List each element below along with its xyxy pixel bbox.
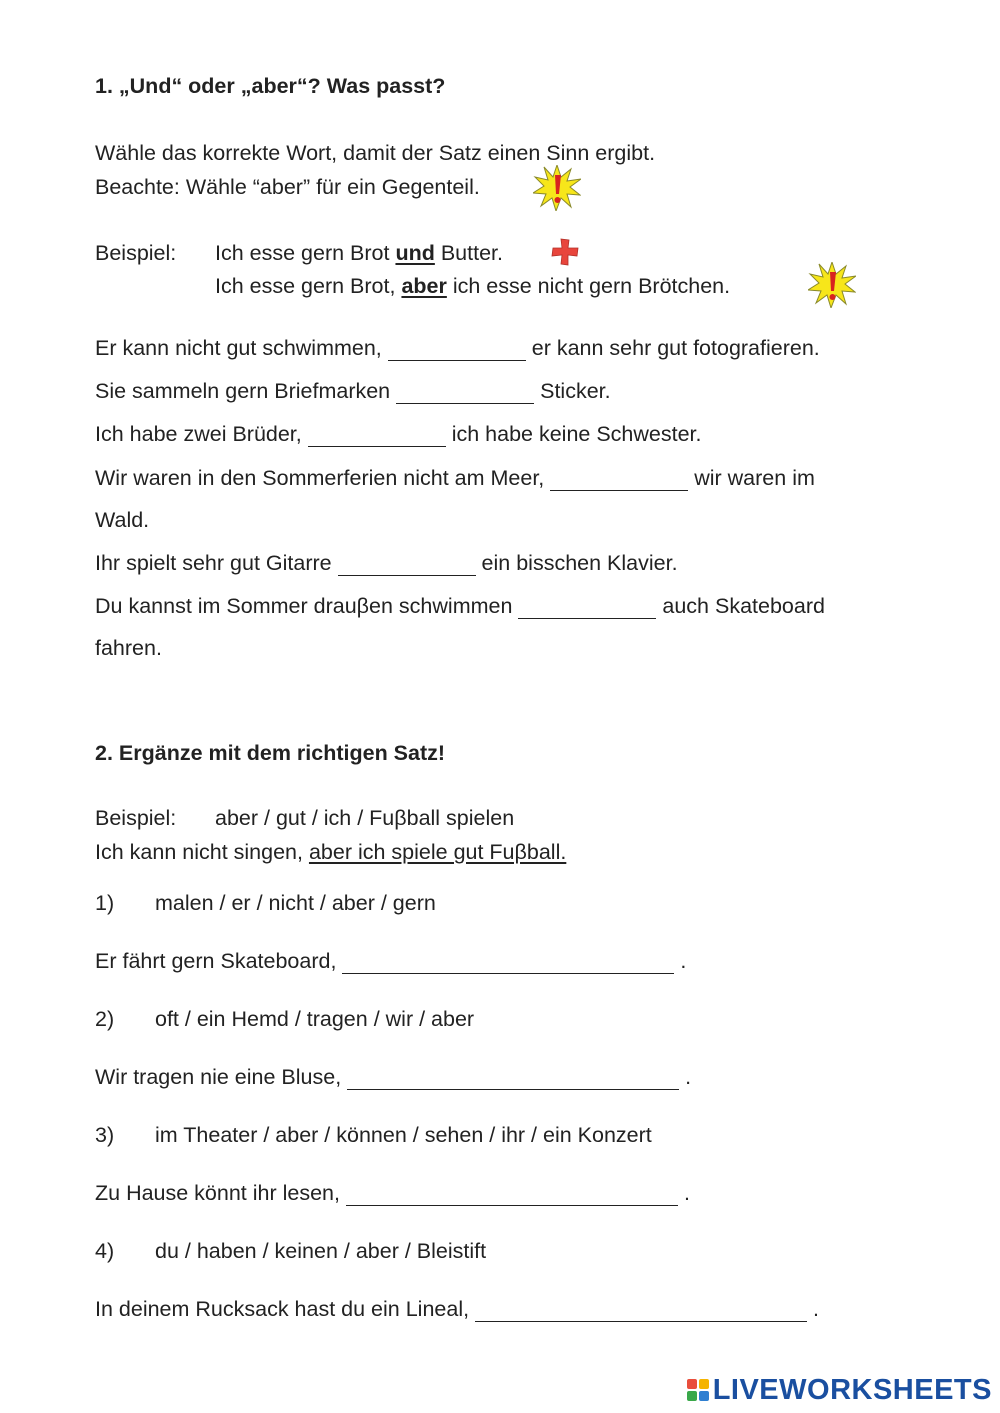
example-sentence [95, 838, 566, 866]
item-number: 1) [95, 891, 115, 915]
logo-text: LIVEWORKSHEETS [712, 1373, 992, 1406]
example-text: Ich esse gern Brot, [215, 274, 402, 298]
example-sentence-aber [215, 272, 730, 300]
example-answer: aber ich spiele gut Fuβball. [308, 840, 567, 864]
logo-icon [687, 1379, 709, 1401]
sentence-text: In deinem Rucksack hast du ein Lineal, [95, 1297, 476, 1321]
section2-title: 2. Ergänze mit dem richtigen Satz! [95, 741, 446, 765]
item-words: du / haben / keinen / aber / Bleistift [155, 1239, 487, 1263]
answer-blank[interactable] [388, 342, 526, 361]
exercise2-sentence [95, 947, 686, 975]
example-text: Ich esse gern Brot [215, 241, 396, 265]
example-label: Beispiel: [95, 241, 177, 265]
sentence-text: Wir waren in den Sommerferien nicht am Meer, [95, 466, 551, 490]
sentence-continuation: fahren. [95, 636, 162, 660]
sentence-text: ein bisschen Klavier. [475, 551, 678, 575]
example-conjunction: aber [401, 274, 447, 298]
answer-blank[interactable] [550, 472, 688, 491]
answer-blank[interactable] [518, 600, 656, 619]
sentence-text: Ich habe zwei Brüder, [95, 422, 308, 446]
example-sentence-und [215, 239, 503, 267]
plus-icon [550, 237, 580, 267]
example-label: Beispiel: [95, 806, 177, 830]
sentence-text: auch Skateboard [656, 594, 825, 618]
sentence-text: Er kann nicht gut schwimmen, [95, 336, 388, 360]
liveworksheets-logo[interactable] [687, 1373, 992, 1407]
item-number: 4) [95, 1239, 115, 1263]
item-number: 3) [95, 1123, 115, 1147]
example-text: Butter. [434, 241, 503, 265]
item-words: oft / ein Hemd / tragen / wir / aber [155, 1007, 475, 1031]
section1-title: 1. „Und“ oder „aber“? Was passt? [95, 74, 446, 98]
example-conjunction: und [395, 241, 435, 265]
sentence-text: er kann sehr gut fotografieren. [525, 336, 820, 360]
exercise2-sentence [95, 1179, 690, 1207]
example-words: aber / gut / ich / Fuβball spielen [215, 806, 515, 830]
exercise1-sentence [95, 420, 702, 448]
exercise1-sentence [95, 464, 815, 492]
item-words: im Theater / aber / können / sehen / ihr / ein Konzert [155, 1123, 652, 1147]
instruction-line1: Wähle das korrekte Wort, damit der Satz einen Sinn ergibt. [95, 141, 656, 165]
answer-blank[interactable] [475, 1303, 807, 1322]
exclamation-burst-icon [533, 165, 581, 211]
item-words: malen / er / nicht / aber / gern [155, 891, 436, 915]
exercise2-sentence [95, 1063, 691, 1091]
sentence-text: . [679, 1065, 692, 1089]
answer-blank[interactable] [346, 1187, 678, 1206]
sentence-text: Zu Hause könnt ihr lesen, [95, 1181, 346, 1205]
exclamation-burst-icon [808, 262, 856, 308]
answer-blank[interactable] [338, 557, 476, 576]
example-text: ich esse nicht gern Brötchen. [446, 274, 731, 298]
sentence-text: . [674, 949, 687, 973]
exercise2-sentence [95, 1295, 819, 1323]
sentence-text: . [807, 1297, 820, 1321]
sentence-text: Ihr spielt sehr gut Gitarre [95, 551, 338, 575]
sentence-text: Wir tragen nie eine Bluse, [95, 1065, 348, 1089]
exercise1-sentence [95, 334, 820, 362]
exercise1-sentence [95, 592, 825, 620]
answer-blank[interactable] [396, 385, 534, 404]
sentence-text: Sticker. [534, 379, 611, 403]
sentence-text: Du kannst im Sommer drauβen schwimmen [95, 594, 519, 618]
sentence-text: Sie sammeln gern Briefmarken [95, 379, 397, 403]
answer-blank[interactable] [347, 1071, 679, 1090]
sentence-text: ich habe keine Schwester. [445, 422, 702, 446]
instruction-line2: Beachte: Wähle “aber” für ein Gegenteil. [95, 175, 480, 199]
exercise1-sentence [95, 377, 611, 405]
answer-blank[interactable] [342, 955, 674, 974]
sentence-text: Er fährt gern Skateboard, [95, 949, 343, 973]
sentence-text: . [677, 1181, 690, 1205]
sentence-continuation: Wald. [95, 508, 150, 532]
sentence-text: wir waren im [688, 466, 815, 490]
answer-blank[interactable] [308, 428, 446, 447]
item-number: 2) [95, 1007, 115, 1031]
example-text: Ich kann nicht singen, [95, 840, 309, 864]
exercise1-sentence [95, 549, 678, 577]
